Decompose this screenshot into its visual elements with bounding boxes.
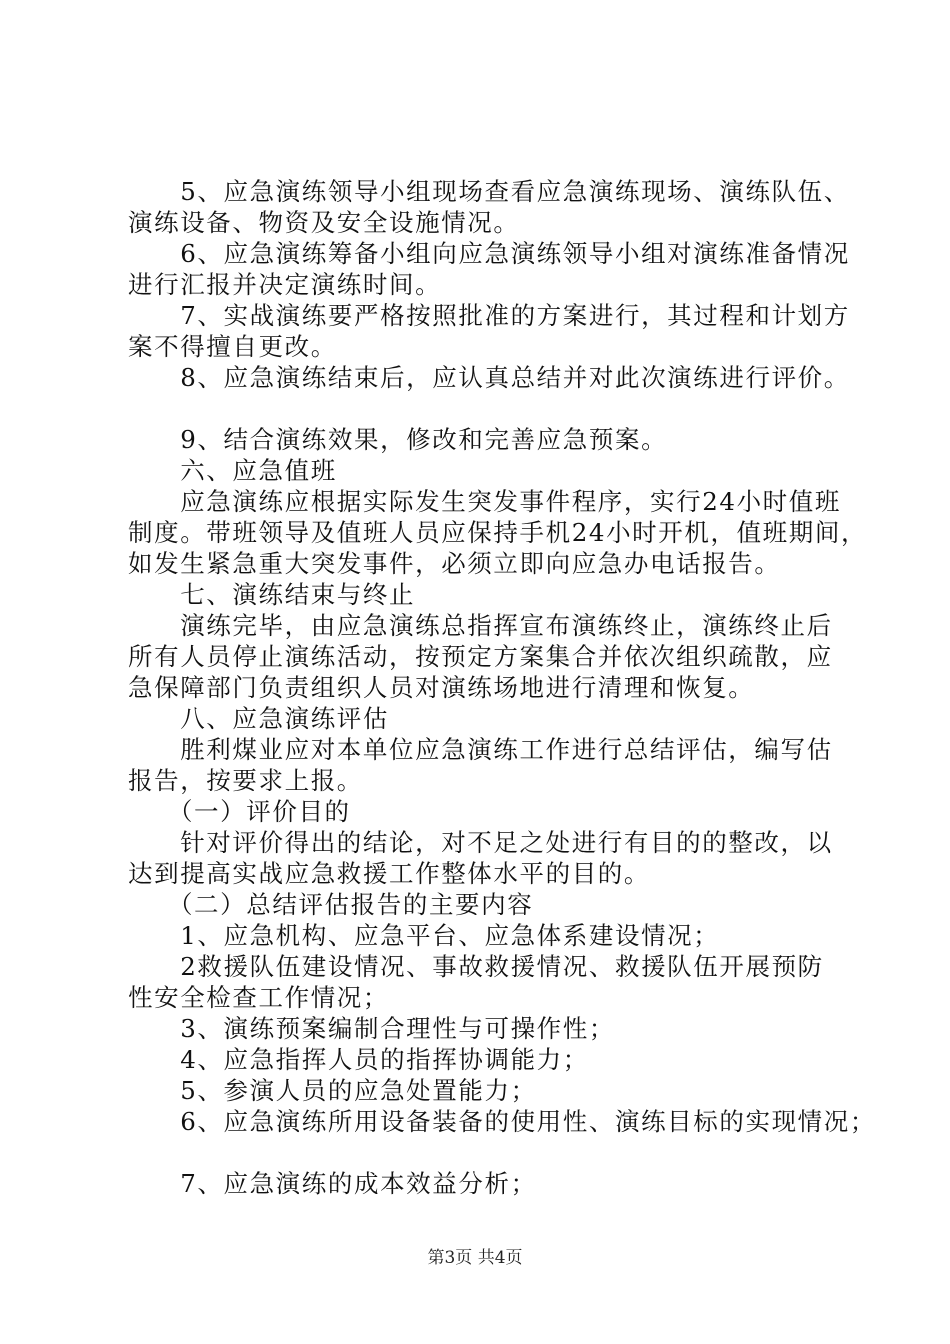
text-line: 案不得擅自更改。 (128, 332, 337, 361)
page-footer (0, 1243, 950, 1268)
page-number: 第3页 共4页 (427, 1248, 523, 1268)
blank-line (128, 1137, 838, 1168)
text-line: 报告，按要求上报。 (128, 766, 363, 795)
document-body (128, 176, 876, 1199)
text-line: 性安全检查工作情况； (128, 983, 389, 1012)
text-line: 6、应急演练筹备小组向应急演练领导小组对演练准备情况 (128, 239, 850, 268)
subsection-heading: （一）评价目的 (128, 797, 351, 826)
section-heading: 八、应急演练评估 (128, 704, 389, 733)
list-item: 4、应急指挥人员的指挥协调能力； (128, 1045, 589, 1074)
list-item: 3、演练预案编制合理性与可操作性； (128, 1014, 615, 1043)
list-item: 2救援队伍建设情况、事故救援情况、救援队伍开展预防 (128, 952, 824, 981)
text-line: 进行汇报并决定演练时间。 (128, 270, 442, 299)
text-line: 针对评价得出的结论，对不足之处进行有目的的整改，以 (128, 828, 833, 857)
list-item: 5、参演人员的应急处置能力； (128, 1076, 537, 1105)
section-heading: 七、演练结束与终止 (128, 580, 416, 609)
text-line: 胜利煤业应对本单位应急演练工作进行总结评估，编写估 (128, 735, 833, 764)
text-line: 5、应急演练领导小组现场查看应急演练现场、演练队伍、 (128, 177, 850, 206)
text-line: 达到提高实战应急救援工作整体水平的目的。 (128, 859, 650, 888)
list-item: 7、应急演练的成本效益分析； (128, 1169, 537, 1198)
text-line: 8、应急演练结束后，应认真总结并对此次演练进行评价。 (128, 363, 850, 392)
section-heading: 六、应急值班 (128, 456, 337, 485)
text-line: 应急演练应根据实际发生突发事件程序，实行24小时值班 (128, 487, 841, 516)
text-line: 9、结合演练效果，修改和完善应急预案。 (128, 425, 668, 454)
text-line: 如发生紧急重大突发事件，必须立即向应急办电话报告。 (128, 549, 781, 578)
text-line: 7、实战演练要严格按照批准的方案进行，其过程和计划方 (128, 301, 850, 330)
text-line: 制度。带班领导及值班人员应保持手机24小时开机，值班期间， (128, 518, 868, 547)
text-line: 所有人员停止演练活动，按预定方案集合并依次组织疏散，应 (128, 642, 833, 671)
text-line: 演练完毕，由应急演练总指挥宣布演练终止，演练终止后 (128, 611, 833, 640)
list-item: 1、应急机构、应急平台、应急体系建设情况； (128, 921, 720, 950)
blank-line (128, 393, 838, 424)
list-item: 6、应急演练所用设备装备的使用性、演练目标的实现情况； (128, 1107, 876, 1136)
text-line: 急保障部门负责组织人员对演练场地进行清理和恢复。 (128, 673, 755, 702)
subsection-heading: （二）总结评估报告的主要内容 (128, 890, 534, 919)
text-line: 演练设备、物资及安全设施情况。 (128, 208, 520, 237)
